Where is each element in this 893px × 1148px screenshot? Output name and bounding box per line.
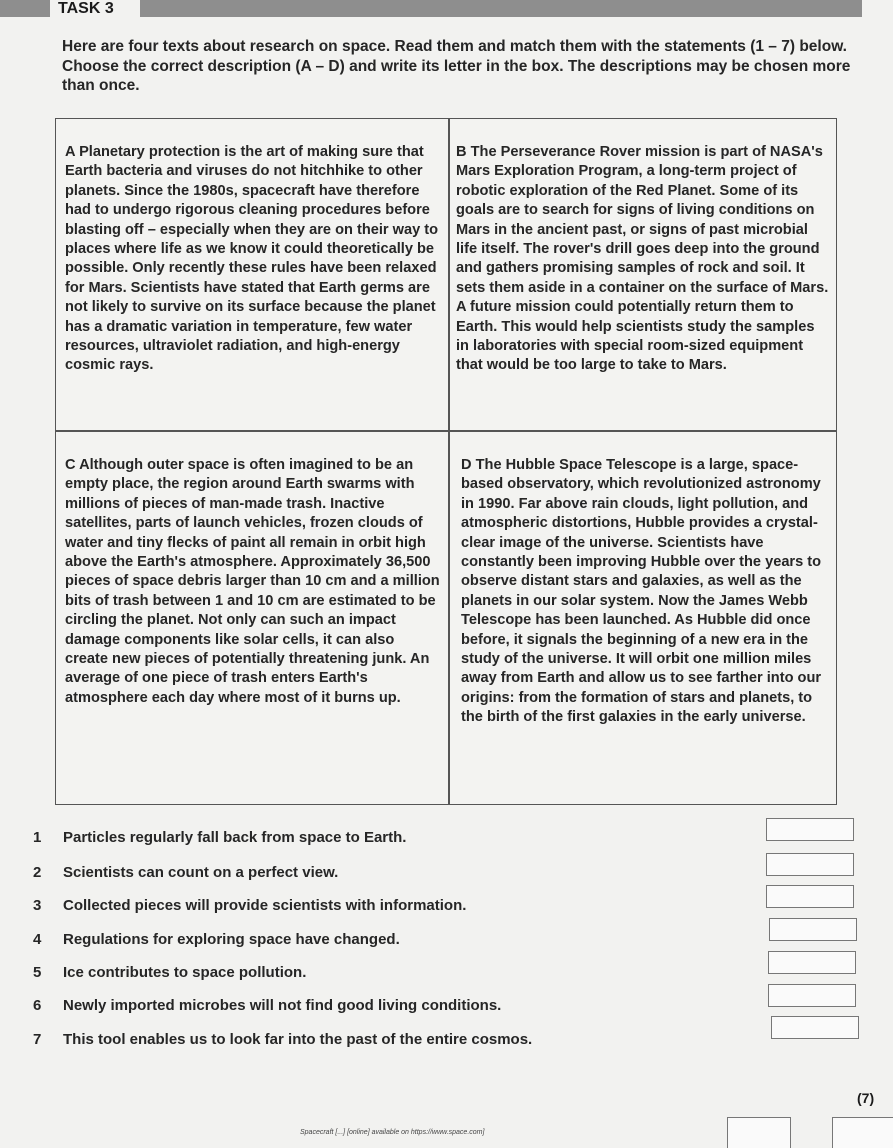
answer-box-1[interactable] [766,818,854,841]
score-box-right[interactable] [832,1117,893,1148]
text-b-body: The Perseverance Rover mission is part of NASA's Mars Exploration Program, a long-term project of robotic exploration of the Red Planet. Some of its goals are to search for signs of living conditions on Mars in the ancient past, or signs of past microbial life itself. The rover's drill goes deep into the ground and gathers promising samples of rock and soil. It sets them aside in a container on the surface of Mars. A future mission could potentially return them to Earth. This would help scientists study the samples in laboratories with special room-sized equipment that would be too large to take to Mars. [456,144,829,374]
text-d [461,456,831,728]
text-b [456,143,830,376]
text-a-letter: A [65,144,75,160]
statement-text: Newly imported microbes will not find good living conditions. [63,997,502,1014]
grid-divider-vertical [448,119,450,804]
answer-box-3[interactable] [766,885,854,908]
statement-text: Ice contributes to space pollution. [63,964,307,981]
header-shade-right [140,0,862,17]
statement-2 [33,863,338,883]
text-c [65,456,441,708]
text-c-letter: C [65,457,76,473]
statement-number: 5 [33,964,42,981]
statement-number: 1 [33,829,42,846]
answer-box-4[interactable] [769,918,857,941]
text-c-body: Although outer space is often imagined to be an empty place, the region around Earth swarms with millions of pieces of man-made trash. Inactive satellites, parts of launch vehicles, frozen clouds of water and tiny flecks of paint all remain in orbit high above the Earth's atmosphere. Approximately 36,500 pieces of space debris larger than 10 cm and a million bits of trash between 1 and 10 cm are estimated to be circling the planet. Not only can such an impact damage components like solar cells, it can also create new pieces of potentially threatening junk. An average of one piece of trash enters Earth's atmosphere each day where most of it burns up. [65,457,440,706]
statement-number: 3 [33,897,42,914]
statement-4 [33,930,400,950]
grid-divider-horizontal [56,430,836,432]
texts-grid [55,118,837,805]
answer-box-5[interactable] [768,951,856,974]
statement-text: Collected pieces will provide scientists with information. [63,897,467,914]
text-d-body: The Hubble Space Telescope is a large, space-based observatory, which revolutionized astronomy in 1990. Far above rain clouds, light pollution, and atmospheric distortions, Hubble provides a crystal-clear image of the universe. Scientists have constantly been improving Hubble over the years to observe distant stars and galaxies, as well as the planets in our solar system. Now the James Webb Telescope has been launched. As Hubble did once before, it signals the beginning of a new era in the study of the universe. It will orbit one million miles away from Earth and allow us to see farther into our origins: from the formation of stars and planets, to the birth of the first galaxies in the early universe. [461,457,822,726]
source-footnote: Spacecraft [...] [online] available on https://www.space.com] [300,1129,485,1136]
statement-number: 2 [33,864,42,881]
text-b-letter: B [456,144,467,160]
statement-text: Regulations for exploring space have changed. [63,931,400,948]
text-a-body: Planetary protection is the art of making sure that Earth bacteria and viruses do not hitchhike to other planets. Since the 1980s, spacecraft have therefore had to undergo rigorous cleaning procedures before blasting off – especially when they are on their way to places where life as we know it could theoretically be possible. Only recently these rules have been relaxed for Mars. Scientists have stated that Earth germs are not likely to survive on its surface because the planet has a dramatic variation in temperature, few water resources, ultraviolet radiation, and high-energy cosmic rays. [65,144,439,374]
score-total: (7) [857,1090,875,1106]
task-instructions: Here are four texts about research on space. Read them and match them with the statements (1 – 7) below. Choose the correct description (A – D) and write its letter in the box. The descriptions may be chosen more than once. [62,38,851,94]
header-shade-left [0,0,50,17]
statement-number: 4 [33,931,42,948]
text-a [65,143,441,376]
answer-box-7[interactable] [771,1016,859,1039]
answer-box-6[interactable] [768,984,856,1007]
score-box-left[interactable] [727,1117,791,1148]
statement-text: This tool enables us to look far into the past of the entire cosmos. [63,1031,533,1048]
statement-1 [33,828,406,848]
text-d-letter: D [461,457,472,473]
statement-7 [33,1030,532,1050]
statement-6 [33,996,501,1016]
statement-text: Scientists can count on a perfect view. [63,864,339,881]
statement-number: 6 [33,997,42,1014]
answer-box-2[interactable] [766,853,854,876]
statement-number: 7 [33,1031,42,1048]
task-header-bar [0,0,893,18]
statement-text: Particles regularly fall back from space to Earth. [63,829,407,846]
statement-5 [33,963,306,983]
task-title: TASK 3 [58,0,114,17]
statement-3 [33,896,466,916]
